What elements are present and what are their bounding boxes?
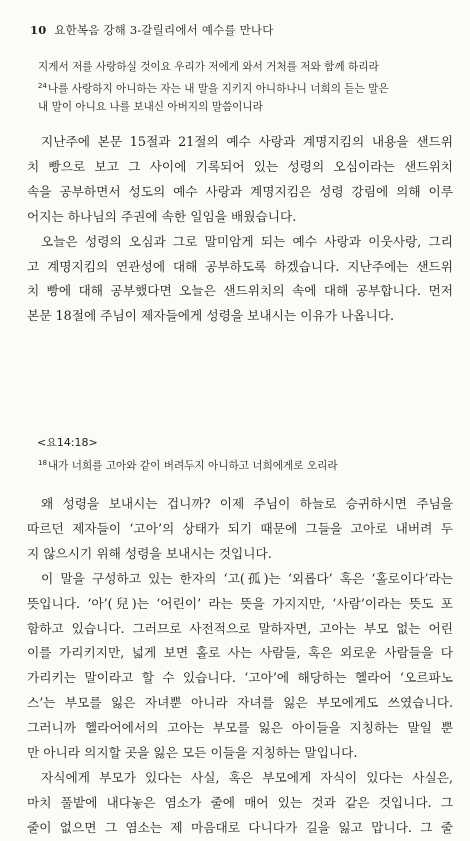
paragraph-line: 치 빵에 대해 공부했다면 오늘은 샌드위치의 속에 대해 공부합니다. 먼저 <box>27 283 453 299</box>
paragraph-line: 만 아니라 의지할 곳을 잃은 모든 이들을 지칭하는 말입니다. <box>27 745 358 761</box>
body-text-section-2 <box>27 492 453 841</box>
running-header <box>30 22 274 38</box>
scripture-quote <box>38 454 448 476</box>
page-number: 10 <box>30 23 47 37</box>
paragraph-line: 이를 가리키지만, 넓게 보면 홀로 사는 사람들, 혹은 외로운 사람들을 다 <box>27 645 453 661</box>
paragraph-line: 줄이 없으면 그 염소는 제 마음대로 다니다가 길을 잃고 맙니다. 그 줄 <box>27 819 453 835</box>
quote-line: $^{18}$내가 너희를 고아와 같이 버려두지 아니하고 너희에게로 오리라 <box>38 459 338 472</box>
paragraph-line: 따르던 제자들이 ‘고아’의 상태가 되기 때문에 그들을 고아로 내버려 두 <box>27 520 453 536</box>
paragraph-line: 마치 풀밭에 내다놓은 염소가 줄에 매어 있는 것과 같은 것입니다. 그 <box>27 794 453 810</box>
running-title: 요한복음 강해 3-갈릴리에서 예수를 만나다 <box>54 23 274 37</box>
verse-number: 18 <box>38 459 47 467</box>
paragraph-line: 그러니까 헬라어에서의 고아는 부모를 잃은 아이들을 지칭하는 말일 뿐 <box>27 720 453 736</box>
paragraph-line: 왜 성령을 보내시는 겁니까? 이제 주님이 하늘로 승귀하시면 주님을 <box>41 496 453 511</box>
paragraph-line: 본문 18절에 주님이 제자들에게 성령을 보내시는 이유가 나옵니다. <box>27 308 395 324</box>
paragraph-line: 속을 공부하면서 성도의 예수 사랑과 계명지킴은 성령 강림에 의해 이루 <box>27 183 453 199</box>
paragraph-line: 함하고 있습니다. 그러므로 사전적으로 말하자면, 고아는 부모 없는 어린 <box>27 620 453 636</box>
paragraph-line: 스’는 부모를 잃은 자녀뿐 아니라 자녀를 잃은 부모에게도 쓰였습니다. <box>27 695 453 711</box>
paragraph-line: 이 말을 구성하고 있는 한자의 ‘고(孤)는 ‘외롭다’ 혹은 ‘홀로이다’라는 <box>41 570 453 586</box>
paragraph-line: 자식에게 부모가 있다는 사실, 혹은 부모에게 자식이 있다는 사실은, <box>41 769 453 785</box>
paragraph-line: 오늘은 성령의 오심과 그로 말미암게 되는 예수 사랑과 이웃사랑, 그리 <box>41 233 453 249</box>
paragraph-line: 치 빵으로 보고 그 사이에 기록되어 있는 성령의 오심이라는 샌드위치 <box>27 158 453 174</box>
paragraph-line: 지 않으시기 위해 성령을 보내시는 것입니다. <box>27 545 272 561</box>
paragraph-line: 가리키는 말이라고 할 수 있습니다. ‘고아’에 해당하는 헬라어 ‘오르파노 <box>27 670 453 686</box>
body-text-section-1 <box>27 130 453 329</box>
paragraph-line: 지난주에 본문 15절과 21절의 예수 사랑과 계명지킴의 내용을 샌드위 <box>41 134 453 149</box>
paragraph-line: 고 계명지킴의 연관성에 대해 공부하도록 하겠습니다. 지난주에는 샌드위 <box>27 258 453 274</box>
quote-line: $^{24}$나를 사랑하지 아니하는 자는 내 말을 지키지 아니하나니 너희의 듣는 말은 <box>38 81 389 95</box>
paragraph-line: 뜻입니다. ‘아’(兒)는 ‘어린이’ 라는 뜻을 가지지만, ‘사람’이라는 뜻도 포 <box>27 595 453 611</box>
quote-line: 지게서 저를 사랑하실 것이요 우리가 저에게 와서 거처를 저와 함께 하리라 <box>38 61 379 73</box>
scripture-quote <box>38 58 448 117</box>
paragraph-line: 어지는 하나님의 주권에 속한 일임을 배웠습니다. <box>27 208 297 224</box>
scripture-reference: <요14:18> <box>37 436 98 449</box>
quote-line: 내 말이 아니요 나를 보내신 아버지의 말씀이니라 <box>38 101 263 113</box>
verse-number: 24 <box>38 81 47 90</box>
